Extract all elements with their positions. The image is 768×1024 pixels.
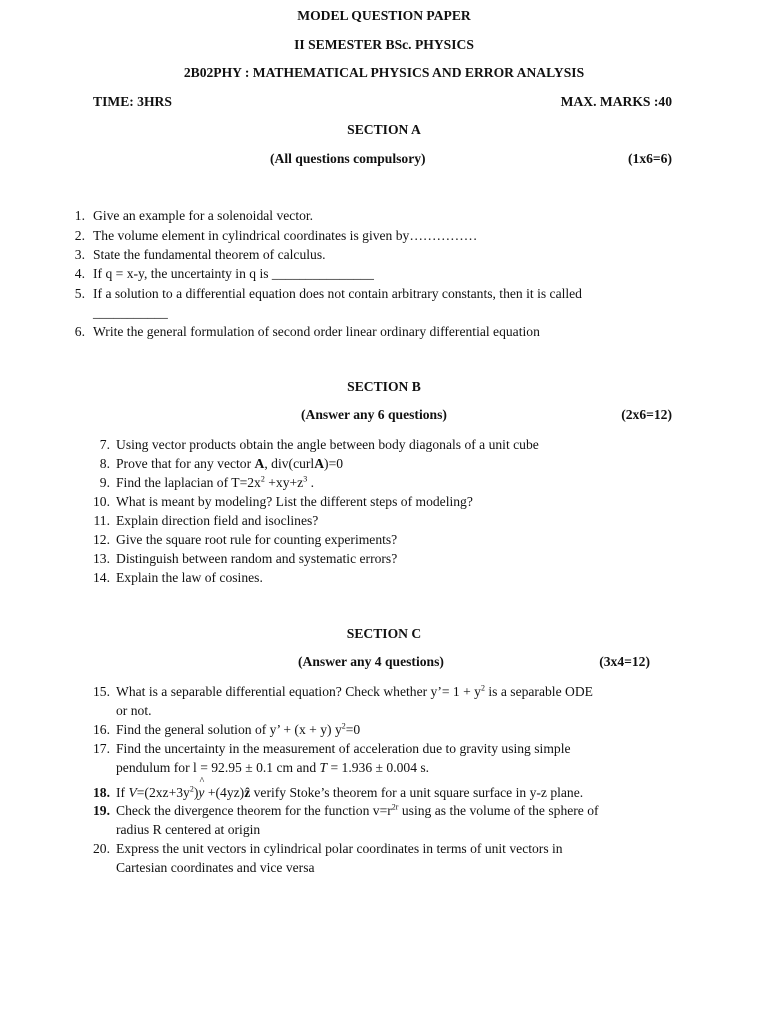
section-a-marks: (1x6=6)	[628, 151, 672, 166]
question-number: 13.	[93, 551, 110, 566]
question-number: 11.	[93, 513, 110, 528]
superscript: 2r	[391, 802, 399, 812]
question-15-continued: or not.	[116, 703, 152, 718]
question-number: 2.	[74, 228, 85, 243]
text-part: =0	[345, 722, 361, 737]
superscript: 2	[189, 784, 194, 794]
question-number: 5.	[74, 286, 85, 301]
question-text	[116, 783, 583, 802]
question-text: Find the uncertainty in the measurement of acceleration due to gravity using simple	[116, 741, 571, 756]
question-text: If a solution to a differential equation does not contain arbitrary constants, then it is called	[93, 286, 582, 301]
unit-vector-z: ẑ	[244, 785, 251, 800]
superscript: 2	[341, 721, 346, 731]
variable-t: T	[319, 760, 328, 775]
question-text	[116, 801, 599, 820]
vector-a: A	[254, 456, 265, 471]
section-b-instruction: (Answer any 6 questions)	[301, 407, 447, 422]
text-part: =(2xz+3y	[136, 785, 190, 800]
text-part: +(4yz)	[204, 785, 245, 800]
text-part: verify Stoke’s theorem for a unit square surface in y-z plane.	[250, 785, 584, 800]
superscript: 2	[480, 683, 485, 693]
question-number: 10.	[93, 494, 110, 509]
superscript: 3	[303, 474, 308, 484]
question-text: Distinguish between random and systematic errors?	[116, 551, 398, 566]
question-number: 19.	[93, 803, 110, 818]
question-text: Explain direction field and isoclines?	[116, 513, 319, 528]
section-a-instruction: (All questions compulsory)	[270, 151, 426, 166]
question-number: 7.	[99, 437, 110, 452]
question-5-blank: ___________	[93, 305, 168, 320]
text-part: is a separable ODE	[484, 684, 593, 699]
section-b-title: SECTION B	[347, 379, 421, 394]
text-part: Check the divergence theorem for the function v=r	[116, 803, 392, 818]
question-number: 14.	[93, 570, 110, 585]
time-label: TIME: 3HRS	[93, 94, 172, 109]
section-c-instruction: (Answer any 4 questions)	[298, 654, 444, 669]
unit-vector-y: ^ y	[198, 783, 204, 802]
section-c-title: SECTION C	[346, 626, 422, 641]
question-text: State the fundamental theorem of calculus.	[93, 247, 326, 262]
question-text: Explain the law of cosines.	[116, 570, 263, 585]
question-number: 8.	[99, 456, 110, 471]
question-number: 17.	[93, 741, 110, 756]
question-number: 16.	[93, 722, 110, 737]
question-text: Write the general formulation of second order linear ordinary differential equation	[93, 324, 540, 339]
paper-title: MODEL QUESTION PAPER	[297, 8, 471, 23]
text-part: )=0	[324, 456, 344, 471]
section-b-marks: (2x6=12)	[621, 407, 672, 422]
vector-a: A	[314, 456, 325, 471]
text-part: using as the volume of the sphere of	[398, 803, 599, 818]
question-number: 1.	[74, 208, 85, 223]
text-part: = 1.936 ± 0.004 s.	[327, 760, 430, 775]
section-c-marks: (3x4=12)	[599, 654, 650, 669]
question-number: 12.	[93, 532, 110, 547]
question-text: What is meant by modeling? List the different steps of modeling?	[116, 494, 473, 509]
question-text: The volume element in cylindrical coordinates is given by……………	[93, 228, 478, 243]
question-number: 9.	[99, 475, 110, 490]
question-text: Using vector products obtain the angle between body diagonals of a unit cube	[116, 437, 539, 452]
text-part: pendulum for l = 92.95 ± 0.1 cm and	[116, 760, 320, 775]
question-text	[116, 682, 593, 701]
question-20-continued: Cartesian coordinates and vice versa	[116, 860, 315, 875]
course-line: 2B02PHY : MATHEMATICAL PHYSICS AND ERROR ANALYSIS	[183, 65, 585, 80]
question-text: If q = x-y, the uncertainty in q is _______________	[93, 266, 374, 281]
question-19-continued: radius R centered at origin	[116, 822, 261, 837]
question-text: Give an example for a solenoidal vector.	[93, 208, 314, 223]
max-marks-label: MAX. MARKS :40	[560, 94, 672, 109]
superscript: 2	[260, 474, 265, 484]
question-number: 6.	[74, 324, 85, 339]
text-part: +xy+z	[264, 475, 304, 490]
semester-line: II SEMESTER BSc. PHYSICS	[294, 37, 474, 52]
section-a-title: SECTION A	[347, 122, 421, 137]
question-17-continued	[116, 758, 429, 777]
text-part: Find the general solution of y’ + (x + y) y	[116, 722, 342, 737]
text-part: If	[116, 785, 129, 800]
question-number: 3.	[74, 247, 85, 262]
text-part: What is a separable differential equation? Check whether y’= 1 + y	[116, 684, 481, 699]
variable-v: V	[128, 785, 137, 800]
text-part: )	[193, 785, 199, 800]
question-number: 4.	[74, 266, 85, 281]
text-part: , div(curl	[264, 456, 315, 471]
question-text	[116, 454, 343, 473]
question-number: 20.	[93, 841, 110, 856]
question-number: 18.	[93, 785, 110, 800]
text-part: Find the laplacian of T=2x	[116, 475, 261, 490]
text-part: Prove that for any vector	[116, 456, 255, 471]
question-text: Give the square root rule for counting experiments?	[116, 532, 398, 547]
question-text	[116, 473, 314, 492]
text-part: .	[307, 475, 314, 490]
question-text	[116, 720, 360, 739]
question-text: Express the unit vectors in cylindrical polar coordinates in terms of unit vectors in	[116, 841, 563, 856]
question-number: 15.	[93, 684, 110, 699]
